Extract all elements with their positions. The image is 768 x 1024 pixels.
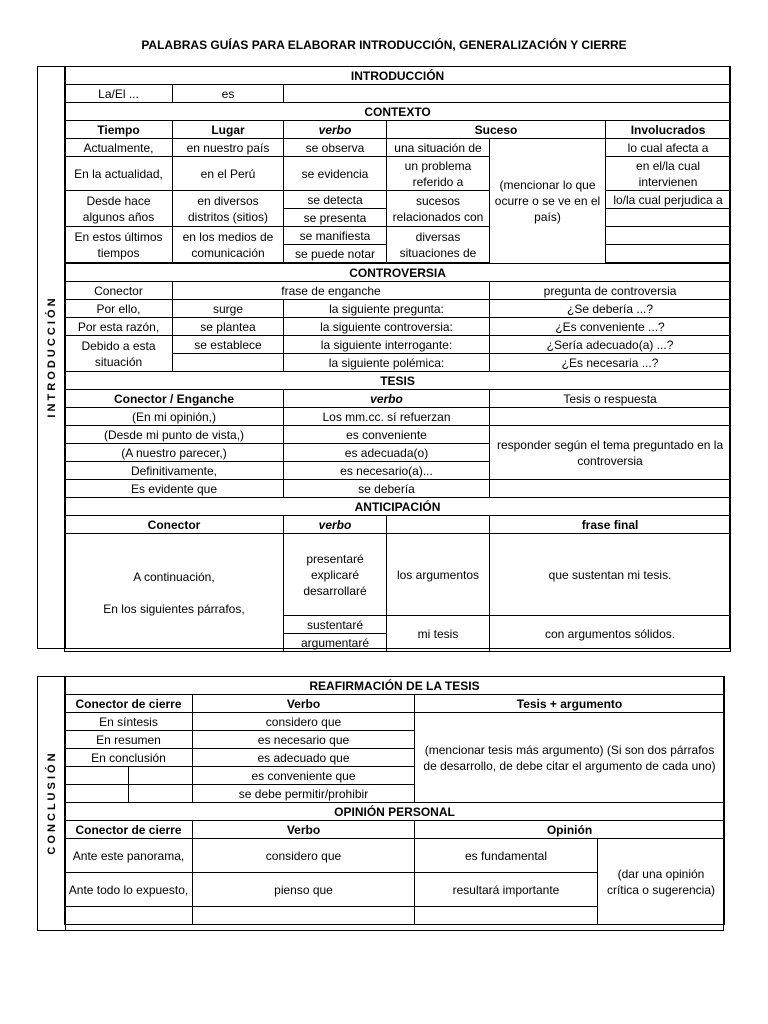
section-controversia: CONTROVERSIA (65, 264, 731, 282)
suceso-cell: sucesos relacionados con (387, 191, 490, 227)
involucrados-cell: lo/la cual perjudica a (606, 191, 731, 209)
opinion-conector: Ante este panorama, (65, 839, 193, 873)
suceso-cell: un problema referido a (387, 157, 490, 191)
anticipacion-conector-2: En los siguientes párrafos, (103, 601, 245, 616)
verbo-cell: se manifiesta (284, 227, 387, 245)
controversia-verbo: surge (173, 300, 284, 318)
tesis-verbo: es conveniente (284, 426, 490, 444)
reafirmacion-verbo: es necesario que (193, 731, 415, 749)
controversia-pregunta: ¿Se debería ...? (490, 300, 731, 318)
tesis-conector: Definitivamente, (65, 462, 284, 480)
reafirmacion-tesis-note: (mencionar tesis más argumento) (Si son dos párrafos de desarrollo, de debe citar el argumento de cada uno) (415, 713, 725, 803)
header-tesis-argumento: Tesis + argumento (415, 695, 725, 713)
tesis-verbo: es necesario(a)... (284, 462, 490, 480)
opinion-valor: resultará importante (415, 873, 598, 907)
anticipacion-frase-bottom: con argumentos sólidos. (490, 616, 731, 652)
controversia-frase: la siguiente pregunta: (284, 300, 490, 318)
header-lugar: Lugar (173, 121, 284, 139)
verbo-cell: se presenta (284, 209, 387, 227)
conclusion-side-label: C O N C L U S I Ó N (38, 677, 66, 930)
header-involucrados: Involucrados (606, 121, 731, 139)
controversia-frase: la siguiente interrogante: (284, 336, 490, 354)
opinion-valor: es fundamental (415, 839, 598, 873)
controversia-pregunta: ¿Es conveniente ...? (490, 318, 731, 336)
reafirmacion-verbo: se debe permitir/prohibir (193, 785, 415, 803)
section-reafirmacion: REAFIRMACIÓN DE LA TESIS (65, 677, 725, 695)
opinion-note: (dar una opinión crítica o sugerencia) (598, 839, 725, 925)
controversia-frase: la siguiente controversia: (284, 318, 490, 336)
header-tesis-verbo: verbo (284, 390, 490, 408)
introduction-table (64, 66, 731, 652)
lugar-cell: en nuestro país (173, 139, 284, 157)
tesis-respuesta: responder según el tema preguntado en la controversia (490, 426, 731, 480)
opinion-conector: Ante todo lo expuesto, (65, 873, 193, 907)
header-verbo: Verbo (193, 695, 415, 713)
controversia-pregunta: ¿Sería adecuado(a) ...? (490, 336, 731, 354)
header-verbo: verbo (284, 121, 387, 139)
involucrados-cell: lo cual afecta a (606, 139, 731, 157)
header-anticipacion-verbo: verbo (284, 516, 387, 534)
header-frase-final: frase final (490, 516, 731, 534)
verbo-cell: se detecta (284, 191, 387, 209)
header-tesis-respuesta: Tesis o respuesta (490, 390, 731, 408)
anticipacion-verbo-top: presentaré explicaré desarrollaré (284, 534, 387, 616)
suceso-cell: una situación de (387, 139, 490, 157)
verbo-cell: se puede notar (284, 245, 387, 263)
lugar-cell: en el Perú (173, 157, 284, 191)
header-tiempo: Tiempo (65, 121, 173, 139)
controversia-verbo: se establece (173, 336, 284, 354)
involucrados-cell: en el/la cual intervienen (606, 157, 731, 191)
header-opinion-conector: Conector de cierre (65, 821, 193, 839)
opinion-verbo: pienso que (193, 873, 415, 907)
anticipacion-objeto-top: los argumentos (387, 534, 490, 616)
opinion-verbo: considero que (193, 839, 415, 873)
controversia-conector: Por ello, (65, 300, 173, 318)
reafirmacion-verbo: considero que (193, 713, 415, 731)
section-tesis: TESIS (65, 372, 731, 390)
section-contexto: CONTEXTO (65, 103, 731, 121)
section-opinion-personal: OPINIÓN PERSONAL (65, 803, 725, 821)
cell-es: es (173, 85, 284, 103)
header-opinion: Opinión (415, 821, 725, 839)
reafirmacion-verbo: es conveniente que (193, 767, 415, 785)
anticipacion-conector-1: A continuación, (133, 569, 215, 584)
tesis-conector: (En mi opinión,) (65, 408, 284, 426)
tiempo-cell: En la actualidad, (65, 157, 173, 191)
reafirmacion-verbo: es adecuado que (193, 749, 415, 767)
anticipacion-frase-top: que sustentan mi tesis. (490, 534, 731, 616)
section-introduccion: INTRODUCCIÓN (65, 67, 731, 85)
controversia-conector: Debido a esta situación (65, 336, 173, 372)
reafirmacion-conector: En resumen (65, 731, 193, 749)
tiempo-cell: En estos últimos tiempos (65, 227, 173, 263)
suceso-cell: diversas situaciones de (387, 227, 490, 263)
cell-la-el: La/El ... (65, 85, 173, 103)
header-anticipacion-conector: Conector (65, 516, 284, 534)
header-opinion-verbo: Verbo (193, 821, 415, 839)
tesis-verbo: Los mm.cc. sí refuerzan (284, 408, 490, 426)
header-suceso: Suceso (387, 121, 606, 139)
page-title: PALABRAS GUÍAS PARA ELABORAR INTRODUCCIÓN, GENERALIZACIÓN Y CIERRE (141, 38, 627, 52)
tesis-conector: (A nuestro parecer,) (65, 444, 284, 462)
section-anticipacion: ANTICIPACIÓN (65, 498, 731, 516)
reafirmacion-conector: En síntesis (65, 713, 193, 731)
header-frase-enganche: frase de enganche (173, 282, 490, 300)
tiempo-cell: Desde hace algunos años (65, 191, 173, 227)
controversia-frase: la siguiente polémica: (284, 354, 490, 372)
verbo-cell: se evidencia (284, 157, 387, 191)
lugar-cell: en los medios de comunicación (173, 227, 284, 263)
reafirmacion-conector: En conclusión (65, 749, 193, 767)
lugar-cell: en diversos distritos (sitios) (173, 191, 284, 227)
anticipacion-verbo-argumentare: argumentaré (284, 634, 387, 652)
verbo-cell: se observa (284, 139, 387, 157)
header-conector: Conector (65, 282, 173, 300)
anticipacion-verbo-sustentare: sustentaré (284, 616, 387, 634)
header-conector-enganche: Conector / Enganche (65, 390, 284, 408)
tesis-conector: Es evidente que (65, 480, 284, 498)
tesis-verbo: es adecuada(o) (284, 444, 490, 462)
anticipacion-objeto-bottom: mi tesis (387, 616, 490, 652)
anticipacion-conector (65, 534, 284, 652)
conclusion-table (64, 676, 725, 925)
tesis-verbo: se debería (284, 480, 490, 498)
controversia-verbo: se plantea (173, 318, 284, 336)
introduction-side-label: I N T R O D U C C I Ó N (38, 67, 66, 648)
tiempo-cell: Actualmente, (65, 139, 173, 157)
controversia-conector: Por esta razón, (65, 318, 173, 336)
tesis-conector: (Desde mi punto de vista,) (65, 426, 284, 444)
header-pregunta: pregunta de controversia (490, 282, 731, 300)
header-conector-cierre: Conector de cierre (65, 695, 193, 713)
controversia-pregunta: ¿Es necesaria ...? (490, 354, 731, 372)
suceso-note: (mencionar lo que ocurre o se ve en el país) (490, 139, 606, 264)
